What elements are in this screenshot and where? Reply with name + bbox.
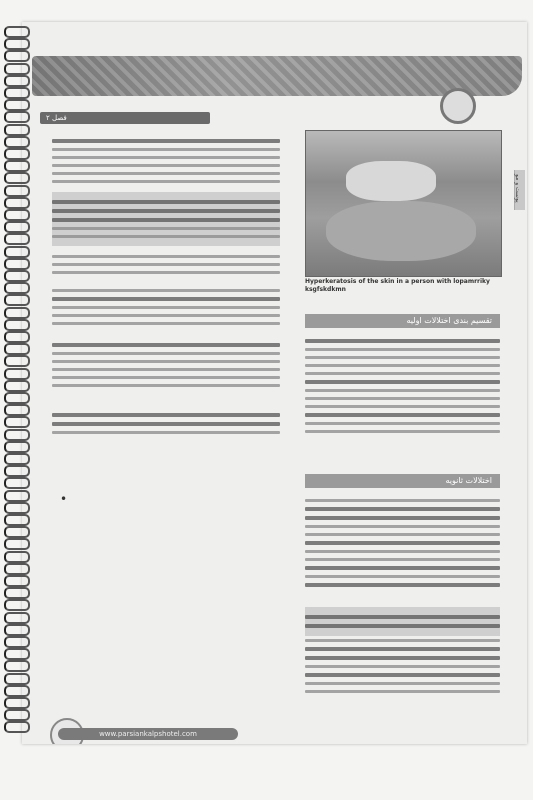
spiral-coil — [4, 575, 30, 587]
spiral-coil — [4, 477, 30, 489]
spiral-coil — [4, 587, 30, 599]
spiral-coil — [4, 355, 30, 367]
intro-paragraph — [52, 134, 280, 188]
spiral-coil — [4, 270, 30, 282]
closing-paragraph — [305, 634, 500, 698]
spiral-coil — [4, 160, 30, 172]
spiral-coil — [4, 246, 30, 258]
spiral-coil — [4, 465, 30, 477]
spiral-coil — [4, 221, 30, 233]
spiral-coil — [4, 136, 30, 148]
spiral-coil — [4, 111, 30, 123]
spiral-coil — [4, 380, 30, 392]
body-paragraph-1 — [52, 250, 280, 279]
spiral-coil — [4, 697, 30, 709]
footer-url: www.parsiankalpshotel.com — [58, 728, 238, 740]
spiral-coil — [4, 648, 30, 660]
primary-lesions-text — [305, 334, 500, 438]
spiral-coil — [4, 185, 30, 197]
highlighted-paragraph — [52, 192, 280, 246]
question-block — [52, 338, 280, 392]
section-heading-secondary: اختلالات ثانویه — [305, 474, 500, 488]
spiral-coil — [4, 551, 30, 563]
spiral-coil — [4, 526, 30, 538]
spiral-coil — [4, 197, 30, 209]
highlighted-note — [305, 607, 500, 636]
spiral-coil — [4, 721, 30, 733]
spiral-coil — [4, 233, 30, 245]
spiral-coil — [4, 124, 30, 136]
spiral-coil — [4, 612, 30, 624]
spiral-coil — [4, 660, 30, 672]
photo-highlight — [346, 161, 436, 201]
spiral-coil — [4, 502, 30, 514]
spiral-coil — [4, 38, 30, 50]
spiral-coil — [4, 148, 30, 160]
spiral-coil — [4, 709, 30, 721]
spiral-coil — [4, 26, 30, 38]
spiral-coil — [4, 538, 30, 550]
spiral-coil — [4, 685, 30, 697]
side-tab-label: پوست و مو — [514, 174, 521, 203]
spiral-coil — [4, 294, 30, 306]
spiral-coil — [4, 282, 30, 294]
spiral-coil — [4, 307, 30, 319]
spiral-coil — [4, 490, 30, 502]
spiral-coil — [4, 319, 30, 331]
stray-mark: • — [60, 492, 68, 506]
spiral-coil — [4, 209, 30, 221]
spiral-coil — [4, 624, 30, 636]
spiral-coil — [4, 514, 30, 526]
spiral-coil — [4, 172, 30, 184]
spiral-coil — [4, 75, 30, 87]
spiral-coil — [4, 636, 30, 648]
spiral-coil — [4, 392, 30, 404]
spiral-coil — [4, 258, 30, 270]
spiral-coil — [4, 563, 30, 575]
spiral-coil — [4, 404, 30, 416]
spiral-coil — [4, 368, 30, 380]
spiral-coil — [4, 673, 30, 685]
photo-caption: Hyperkeratosis of the skin in a person with lopamrriky ksgfskdkmn — [305, 278, 490, 293]
spiral-coil — [4, 453, 30, 465]
spiral-coil — [4, 429, 30, 441]
secondary-lesions-text — [305, 494, 500, 592]
spiral-coil — [4, 87, 30, 99]
spiral-coil — [4, 63, 30, 75]
spiral-binding — [0, 26, 26, 746]
clinical-photo — [305, 130, 502, 277]
spiral-coil — [4, 50, 30, 62]
spiral-coil — [4, 343, 30, 355]
spiral-coil — [4, 416, 30, 428]
page-sheet — [22, 22, 527, 744]
body-paragraph-2 — [52, 284, 280, 330]
section-heading-primary: تقسیم بندی اختلالات اولیه — [305, 314, 500, 328]
chapter-badge — [440, 88, 476, 124]
answer-block — [52, 408, 280, 439]
spiral-coil — [4, 99, 30, 111]
spiral-coil — [4, 331, 30, 343]
spiral-coil — [4, 599, 30, 611]
spiral-coil — [4, 441, 30, 453]
chapter-tab: فصل ۲ — [40, 112, 210, 124]
photo-shadow — [326, 201, 476, 261]
